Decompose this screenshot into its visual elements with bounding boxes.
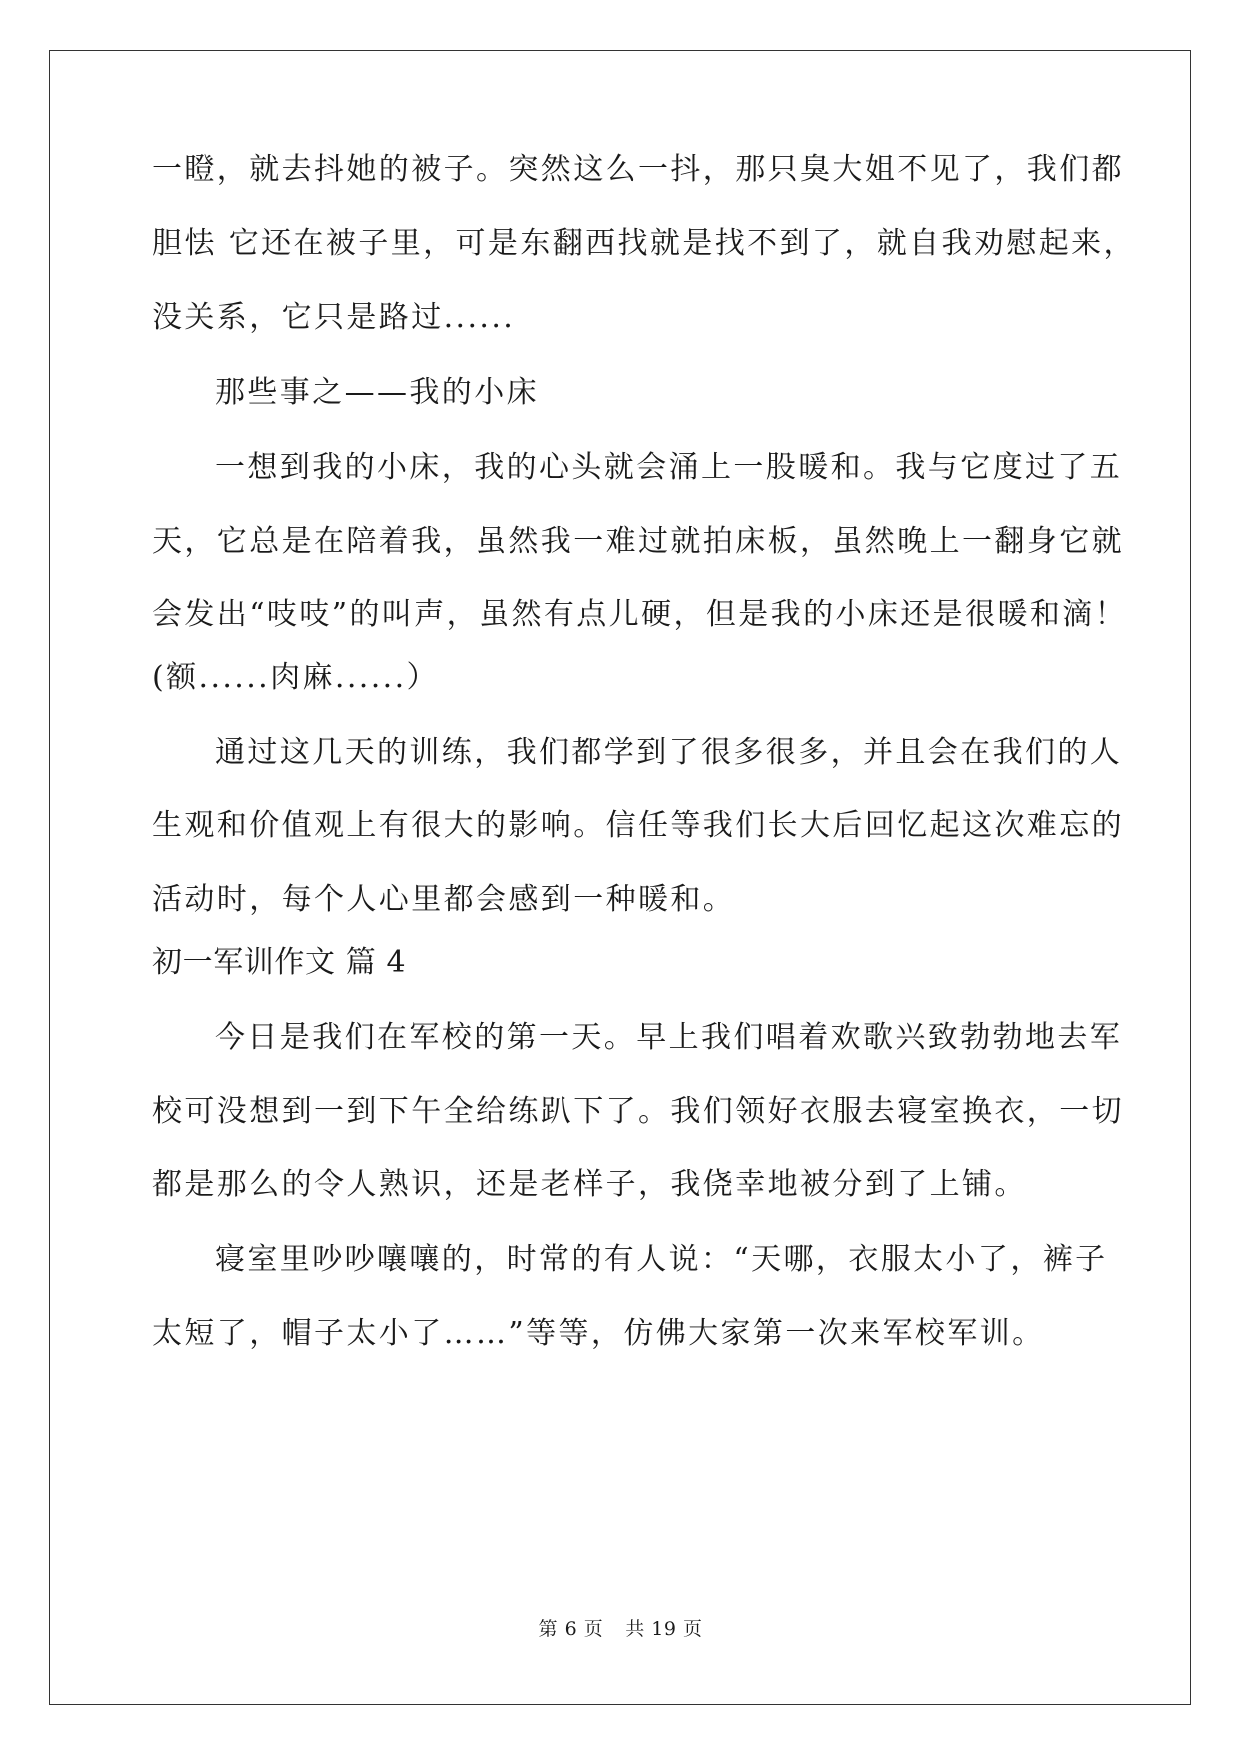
paragraph-line: 活动时，每个人心里都会感到一种暖和。 xyxy=(152,882,736,917)
paragraph-line: 今日是我们在军校的第一天。早上我们唱着欢歌兴致勃勃地去军 xyxy=(215,1020,1123,1055)
paragraph-line: 一瞪，就去抖她的被子。突然这么一抖，那只臭大姐不见了，我们都 xyxy=(152,152,1124,187)
paragraph-line: 天，它总是在陪着我，虽然我一难过就拍床板，虽然晚上一翻身它就 xyxy=(152,524,1124,559)
paragraph-line: (额......肉麻......） xyxy=(152,660,439,695)
section-title: 初一军训作文 篇 4 xyxy=(152,945,407,980)
paragraph-line: 太短了，帽子太小了……”等等，仿佛大家第一次来军校军训。 xyxy=(152,1316,1045,1351)
page-footer xyxy=(0,1617,1241,1641)
paragraph-line: 会发出“吱吱”的叫声，虽然有点儿硬，但是我的小床还是很暖和滴！ xyxy=(152,597,1128,632)
paragraph-line: 都是那么的令人熟识，还是老样子，我侥幸地被分到了上铺。 xyxy=(152,1167,1027,1202)
paragraph-line: 通过这几天的训练，我们都学到了很多很多，并且会在我们的人 xyxy=(215,735,1123,770)
paragraph-line: 生观和价值观上有很大的影响。信任等我们长大后回忆起这次难忘的 xyxy=(152,808,1124,843)
section-subheading: 那些事之——我的小床 xyxy=(215,375,539,410)
page-border xyxy=(49,50,1191,1705)
paragraph-line: 一想到我的小床，我的心头就会涌上一股暖和。我与它度过了五 xyxy=(215,450,1123,485)
page-number: 第 6 页 xyxy=(538,1618,604,1640)
paragraph-line: 没关系，它只是路过...... xyxy=(152,300,516,335)
paragraph-line: 胆怯 它还在被子里，可是东翻西找就是找不到了，就自我劝慰起来， xyxy=(152,226,1136,261)
page-total: 共 19 页 xyxy=(625,1618,703,1640)
paragraph-line: 校可没想到一到下午全给练趴下了。我们领好衣服去寝室换衣，一切 xyxy=(152,1094,1124,1129)
paragraph-line: 寝室里吵吵嚷嚷的，时常的有人说：“天哪，衣服太小了，裤子 xyxy=(215,1242,1108,1277)
